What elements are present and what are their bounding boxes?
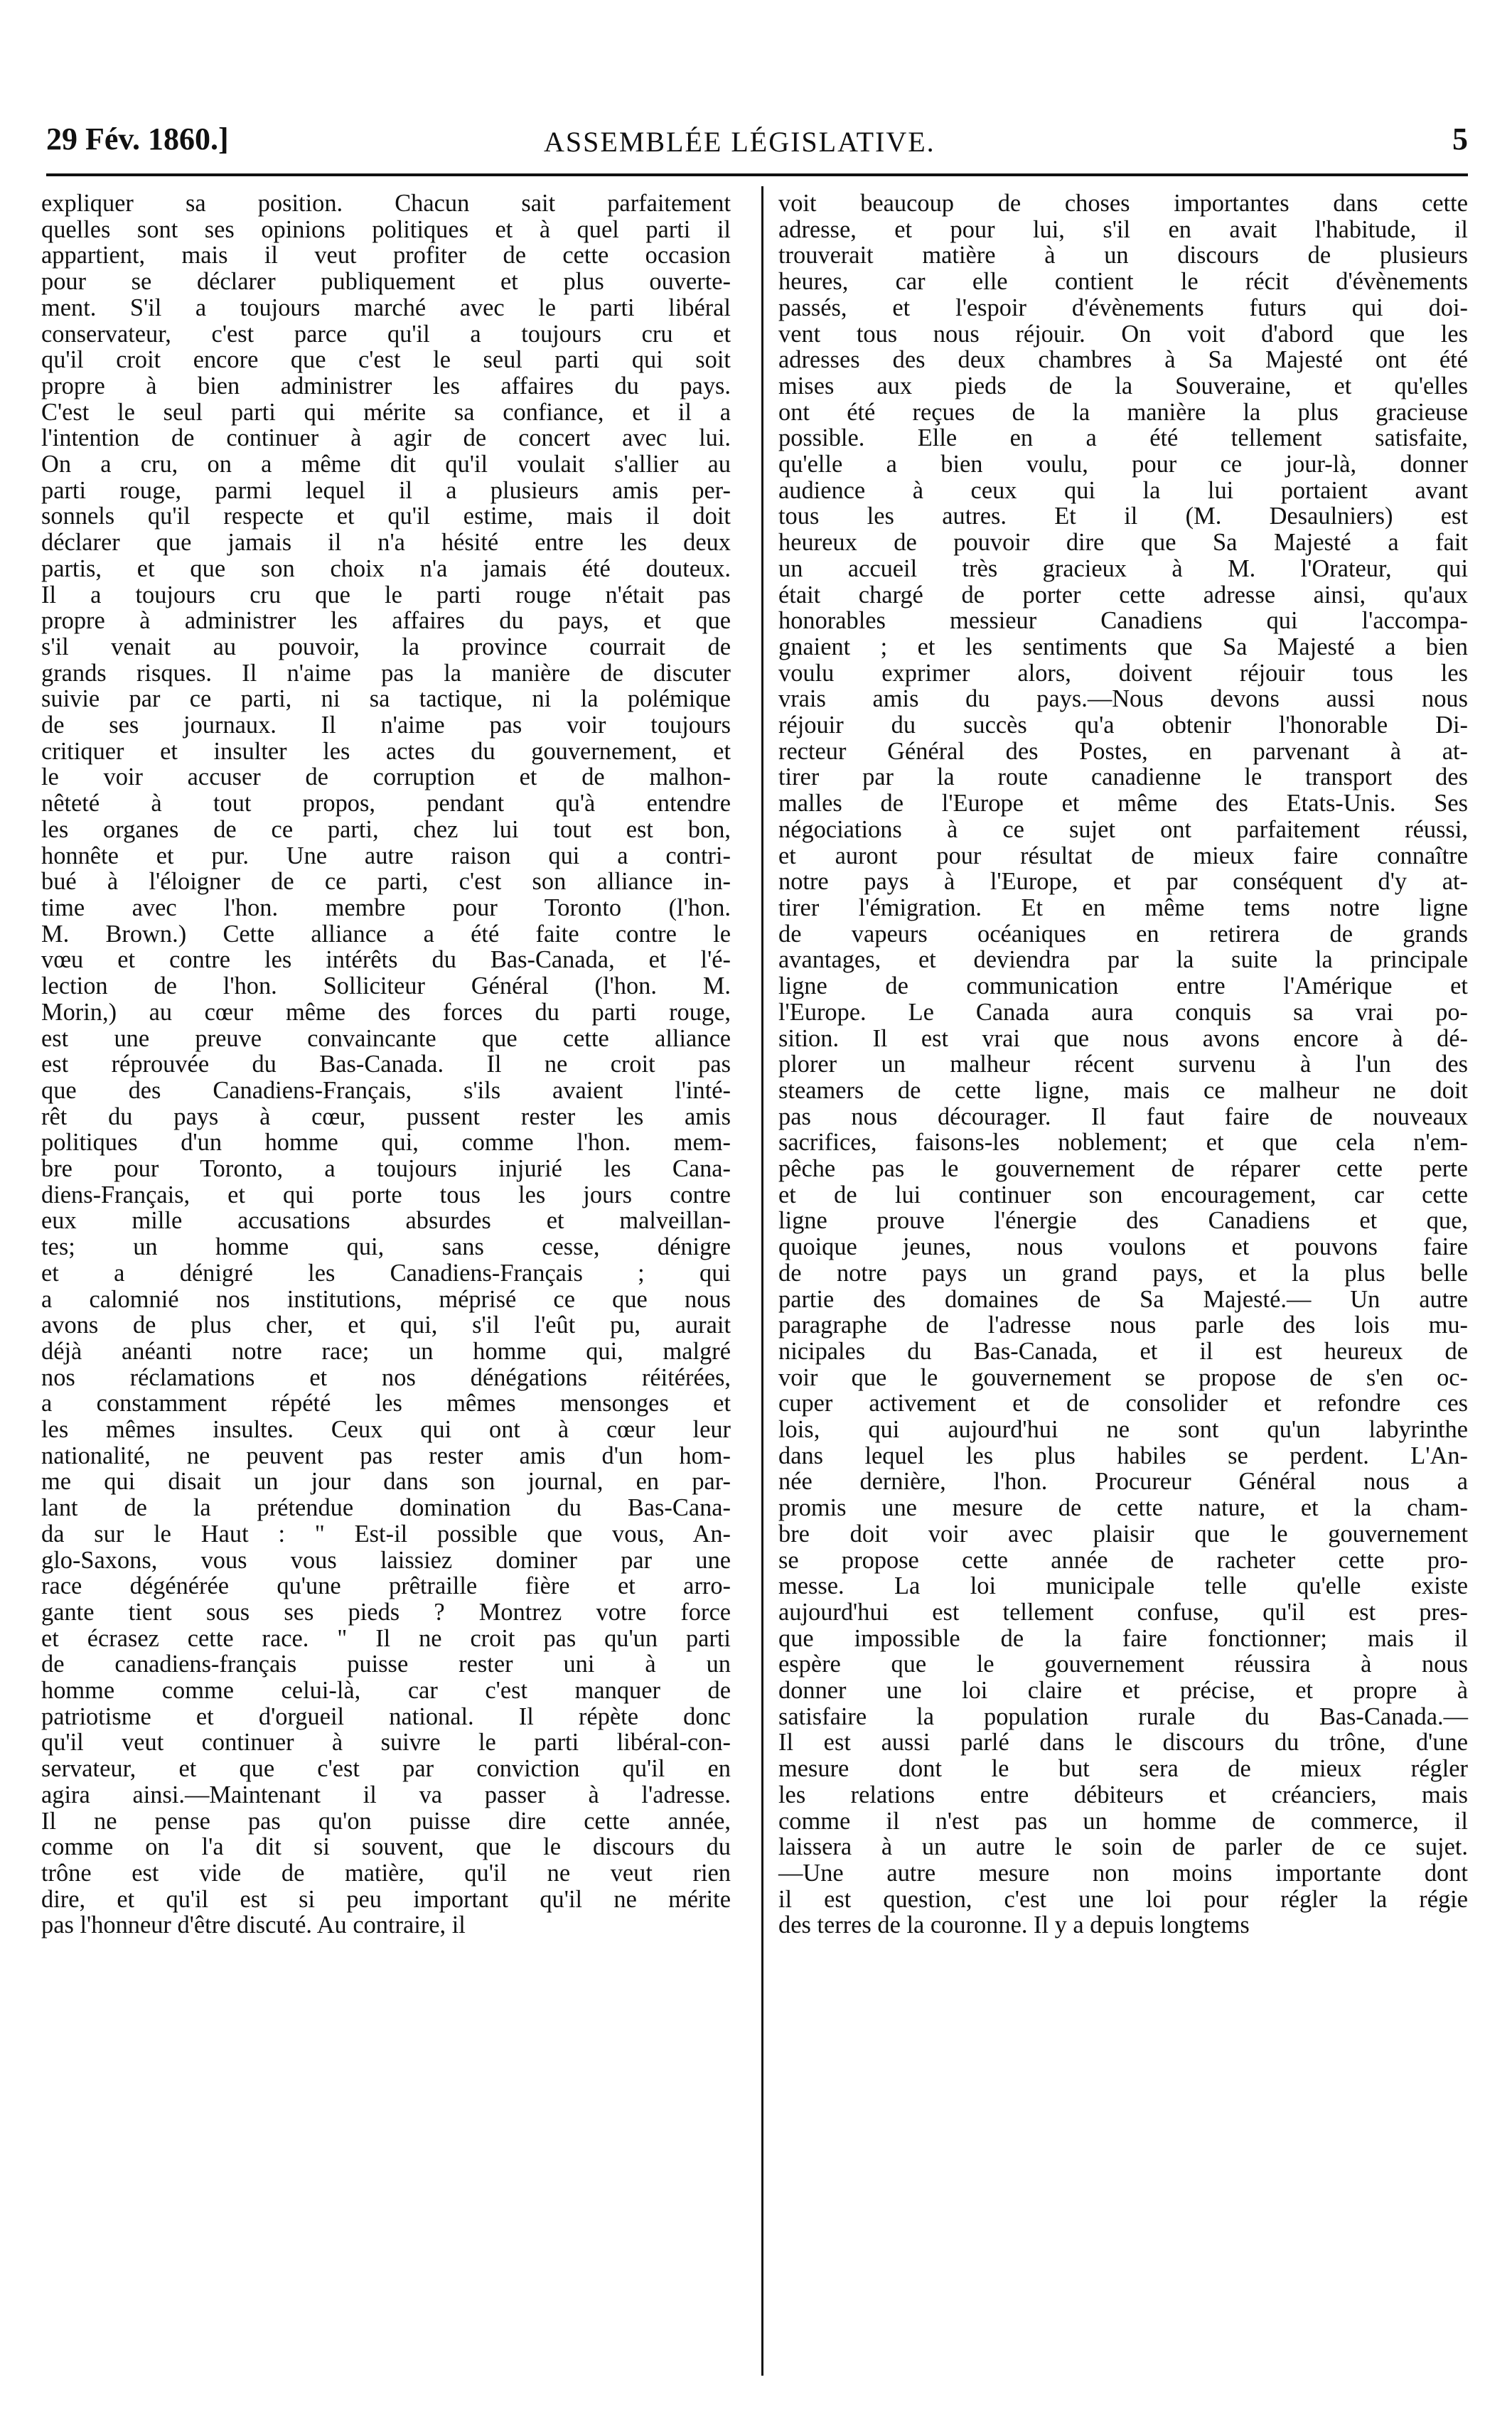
text-line: et écrasez cette race. " Il ne croit pas qu'un parti (41, 1624, 731, 1652)
text-line: comme il n'est pas un homme de commerce, il (778, 1807, 1468, 1835)
text-line: ont été reçues de la manière la plus gracieuse (778, 398, 1468, 426)
text-line: heureux de pouvoir dire que Sa Majesté a fait (778, 529, 1468, 557)
text-line: qu'il croit encore que c'est le seul parti qui soit (41, 346, 731, 374)
text-line: paragraphe de l'adresse nous parle des lois mu- (778, 1312, 1468, 1339)
text-line: qu'elle a bien voulu, pour ce jour-là, donner (778, 451, 1468, 478)
text-line: qu'il veut continuer à suivre le parti libéral-con- (41, 1729, 731, 1757)
text-line: tirer par la route canadienne le transport des (778, 763, 1468, 791)
text-line: trône est vide de matière, qu'il ne veut rien (41, 1860, 731, 1887)
text-line: pas l'honneur d'être discuté. Au contraire, il (41, 1911, 466, 1939)
text-line: est réprouvée du Bas-Canada. Il ne croit pas (41, 1051, 731, 1078)
text-line: ligne prouve l'énergie des Canadiens et que, (778, 1207, 1468, 1235)
text-line: C'est le seul parti qui mérite sa confiance, et il a (41, 398, 731, 426)
header-title: ASSEMBLÉE LÉGISLATIVE. (544, 126, 935, 158)
text-line: l'Europe. Le Canada aura conquis sa vrai po- (778, 998, 1468, 1026)
text-line: et de lui continuer son encouragement, car cette (778, 1181, 1468, 1208)
text-line: s'il venait au pouvoir, la province courrait de (41, 633, 731, 660)
text-line: honorables messieur Canadiens qui l'accompa- (778, 607, 1468, 635)
text-line: déjà anéanti notre race; un homme qui, malgré (41, 1337, 731, 1365)
text-line: critiquer et insulter les actes du gouvernement, et (41, 737, 731, 765)
text-line: nationalité, ne peuvent pas rester amis d'un hom- (41, 1442, 731, 1469)
text-line: parti rouge, parmi lequel il a plusieurs amis per- (41, 476, 731, 504)
text-line: Il est aussi parlé dans le discours du trône, d'une (778, 1729, 1468, 1757)
text-line: pas nous décourager. Il faut faire de nouveaux (778, 1103, 1468, 1130)
page-header (46, 121, 1468, 163)
text-line: de ses journaux. Il n'aime pas voir toujours (41, 712, 731, 739)
text-line: —Une autre mesure non moins importante dont (778, 1860, 1468, 1887)
text-line: l'intention de continuer à agir de concert avec lui. (41, 424, 731, 452)
text-line: déclarer que jamais il n'a hésité entre les deux (41, 529, 731, 557)
text-line: ligne de communication entre l'Amérique et (778, 972, 1468, 1000)
text-line: gante tient sous ses pieds ? Montrez votre force (41, 1598, 731, 1626)
text-line: gnaient ; et les sentiments que Sa Majesté a bien (778, 633, 1468, 660)
text-line: un accueil très gracieux à M. l'Orateur, qui (778, 554, 1468, 582)
text-line: honnête et pur. Une autre raison qui a contri- (41, 842, 731, 869)
text-line: était chargé de porter cette adresse ainsi, qu'aux (778, 581, 1468, 608)
text-line: mesure dont le but sera de mieux régler (778, 1755, 1468, 1783)
text-line: mises aux pieds de la Souveraine, et qu'elles (778, 372, 1468, 399)
text-line: vrais amis du pays.—Nous devons aussi nous (778, 685, 1468, 713)
text-line: sonnels qu'il respecte et qu'il estime, mais il doit (41, 503, 731, 530)
text-line: les organes de ce parti, chez lui tout est bon, (41, 815, 731, 843)
text-line: négociations à ce sujet ont parfaitement réussi, (778, 815, 1468, 843)
text-line: nos réclamations et nos dénégations réitérées, (41, 1363, 731, 1391)
text-line: lection de l'hon. Solliciteur Général (l'hon. M. (41, 972, 731, 1000)
text-line: propre à bien administrer les affaires du pays. (41, 372, 731, 399)
text-line: adresse, et pour lui, s'il en avait l'habitude, il (778, 215, 1468, 243)
text-line: propre à administrer les affaires du pays, et que (41, 607, 731, 635)
text-line: appartient, mais il veut profiter de cette occasion (41, 242, 731, 269)
text-line: pour se déclarer publiquement et plus ouverte- (41, 268, 731, 296)
text-line: Il ne pense pas qu'on puisse dire cette année, (41, 1807, 731, 1835)
text-line: voulu exprimer alors, doivent réjouir tous les (778, 659, 1468, 687)
text-line: adresses des deux chambres à Sa Majesté ont été (778, 346, 1468, 374)
left-column (41, 191, 731, 1938)
text-line: avons de plus cher, et qui, s'il l'eût pu, aurait (41, 1312, 731, 1339)
text-line: donner une loi claire et précise, et propre à (778, 1677, 1468, 1705)
text-line: de vapeurs océaniques en retirera de grands (778, 920, 1468, 948)
text-line: On a cru, on a même dit qu'il voulait s'allier au (41, 451, 731, 478)
text-line: Morin,) au cœur même des forces du parti rouge, (41, 998, 731, 1026)
text-line: de notre pays un grand pays, et la plus belle (778, 1259, 1468, 1287)
text-line: laissera à un autre le soin de parler de ce sujet. (778, 1833, 1468, 1861)
text-line: vœu et contre les intérêts du Bas-Canada, et l'é- (41, 946, 731, 974)
text-line: partis, et que son choix n'a jamais été douteux. (41, 554, 731, 582)
text-line: homme comme celui-là, car c'est manquer de (41, 1677, 731, 1705)
text-line: agira ainsi.—Maintenant il va passer à l'adresse. (41, 1781, 731, 1808)
text-line: nêteté à tout propos, pendant qu'à entendre (41, 790, 731, 817)
text-line: a constamment répété les mêmes mensonges et (41, 1390, 731, 1417)
text-line: plorer un malheur récent survenu à l'un des (778, 1051, 1468, 1078)
text-line: eux mille accusations absurdes et malveillan- (41, 1207, 731, 1235)
text-line: cuper activement et de consolider et refondre ces (778, 1390, 1468, 1417)
text-line: satisfaire la population rurale du Bas-Canada.— (778, 1702, 1468, 1730)
text-line: pêche pas le gouvernement de réparer cette perte (778, 1155, 1468, 1183)
text-line: tirer l'émigration. Et en même tems notre ligne (778, 894, 1468, 921)
text-line: me qui disait un jour dans son journal, en par- (41, 1468, 731, 1496)
text-line: aujourd'hui est tellement confuse, qu'il est pres- (778, 1598, 1468, 1626)
text-line: voit beaucoup de choses importantes dans cette (778, 190, 1468, 217)
text-line: sacrifices, faisons-les noblement; et que cela n'em- (778, 1129, 1468, 1157)
column-divider (761, 186, 763, 2376)
text-line: heures, car elle contient le récit d'évènements (778, 268, 1468, 296)
text-line: il est question, c'est une loi pour régler la régie (778, 1885, 1468, 1913)
text-line: le voir accuser de corruption et de malhon- (41, 763, 731, 791)
text-line: servateur, et que c'est par conviction qu'il en (41, 1755, 731, 1783)
text-line: que des Canadiens-Français, s'ils avaient l'inté- (41, 1076, 731, 1104)
text-line: bre pour Toronto, a toujours injurié les Cana- (41, 1155, 731, 1183)
text-line: sition. Il est vrai que nous avons encore à dé- (778, 1024, 1468, 1052)
text-line: messe. La loi municipale telle qu'elle existe (778, 1572, 1468, 1600)
text-line: possible. Elle en a été tellement satisfaite, (778, 424, 1468, 452)
header-date: 29 Fév. 1860.] (46, 122, 229, 156)
text-line: da sur le Haut : " Est-il possible que vous, An- (41, 1520, 731, 1548)
text-line: et auront pour résultat de mieux faire connaître (778, 842, 1468, 869)
text-line: suivie par ce parti, ni sa tactique, ni la polémique (41, 685, 731, 713)
text-line: recteur Général des Postes, en parvenant à at- (778, 737, 1468, 765)
text-line: trouverait matière à un discours de plusieurs (778, 242, 1468, 269)
text-line: quoique jeunes, nous voulons et pouvons faire (778, 1233, 1468, 1261)
text-line: bué à l'éloigner de ce parti, c'est son alliance in- (41, 868, 731, 896)
text-line: tes; un homme qui, sans cesse, dénigre (41, 1233, 731, 1261)
text-line: notre pays à l'Europe, et par conséquent d'y at- (778, 868, 1468, 896)
text-line: est une preuve convaincante que cette alliance (41, 1024, 731, 1052)
text-line: tous les autres. Et il (M. Desaulniers) est (778, 503, 1468, 530)
text-line: de canadiens-français puisse rester uni à un (41, 1651, 731, 1678)
text-line: réjouir du succès qu'a obtenir l'honorable Di- (778, 712, 1468, 739)
text-line: passés, et l'espoir d'évènements futurs qui doi- (778, 294, 1468, 321)
text-line: Il a toujours cru que le parti rouge n'était pas (41, 581, 731, 608)
text-line: nicipales du Bas-Canada, et il est heureux de (778, 1337, 1468, 1365)
text-line: glo-Saxons, vous vous laissiez dominer par une (41, 1546, 731, 1574)
text-line: promis une mesure de cette nature, et la cham- (778, 1494, 1468, 1522)
text-line: diens-Français, et qui porte tous les jours contre (41, 1181, 731, 1208)
text-line: steamers de cette ligne, mais ce malheur ne doit (778, 1076, 1468, 1104)
text-line: grands risques. Il n'aime pas la manière de discuter (41, 659, 731, 687)
text-line: patriotisme et d'orgueil national. Il répète donc (41, 1702, 731, 1730)
text-line: les mêmes insultes. Ceux qui ont à cœur leur (41, 1416, 731, 1444)
text-line: lois, qui aujourd'hui ne sont qu'un labyrinthe (778, 1416, 1468, 1444)
page-number: 5 (1452, 122, 1468, 156)
text-line: que impossible de la faire fonctionner; mais il (778, 1624, 1468, 1652)
text-line: conservateur, c'est parce qu'il a toujours cru et (41, 320, 731, 348)
text-line: bre doit voir avec plaisir que le gouvernement (778, 1520, 1468, 1548)
text-line: dire, et qu'il est si peu important qu'il ne mérite (41, 1885, 731, 1913)
text-line: time avec l'hon. membre pour Toronto (l'hon. (41, 894, 731, 921)
text-line: née dernière, l'hon. Procureur Général nous a (778, 1468, 1468, 1496)
header-rule (46, 173, 1468, 176)
text-line: espère que le gouvernement réussira à nous (778, 1651, 1468, 1678)
text-line: dans lequel les plus habiles se perdent. L'An- (778, 1442, 1468, 1469)
text-line: politiques d'un homme qui, comme l'hon. mem- (41, 1129, 731, 1157)
text-line: partie des domaines de Sa Majesté.— Un autre (778, 1285, 1468, 1313)
text-line: lant de la prétendue domination du Bas-Cana- (41, 1494, 731, 1522)
text-line: voir que le gouvernement se propose de s'en oc- (778, 1363, 1468, 1391)
right-column (778, 191, 1468, 1938)
text-line: vent tous nous réjouir. On voit d'abord que les (778, 320, 1468, 348)
text-line: ment. S'il a toujours marché avec le parti libéral (41, 294, 731, 321)
text-line: malles de l'Europe et même des Etats-Unis. Ses (778, 790, 1468, 817)
text-line: audience à ceux qui la lui portaient avant (778, 476, 1468, 504)
text-line: expliquer sa position. Chacun sait parfaitement (41, 190, 731, 217)
text-line: comme on l'a dit si souvent, que le discours du (41, 1833, 731, 1861)
text-line: M. Brown.) Cette alliance a été faite contre le (41, 920, 731, 948)
text-line: rêt du pays à cœur, pussent rester les amis (41, 1103, 731, 1130)
text-line: avantages, et deviendra par la suite la principale (778, 946, 1468, 974)
text-line: se propose cette année de racheter cette pro- (778, 1546, 1468, 1574)
text-line: les relations entre débiteurs et créanciers, mais (778, 1781, 1468, 1808)
text-line: a calomnié nos institutions, méprisé ce que nous (41, 1285, 731, 1313)
text-line: quelles sont ses opinions politiques et à quel parti il (41, 215, 731, 243)
text-line: race dégénérée qu'une prêtraille fière et arro- (41, 1572, 731, 1600)
text-line: des terres de la couronne. Il y a depuis longtems (778, 1911, 1250, 1939)
text-line: et a dénigré les Canadiens-Français ; qui (41, 1259, 731, 1287)
